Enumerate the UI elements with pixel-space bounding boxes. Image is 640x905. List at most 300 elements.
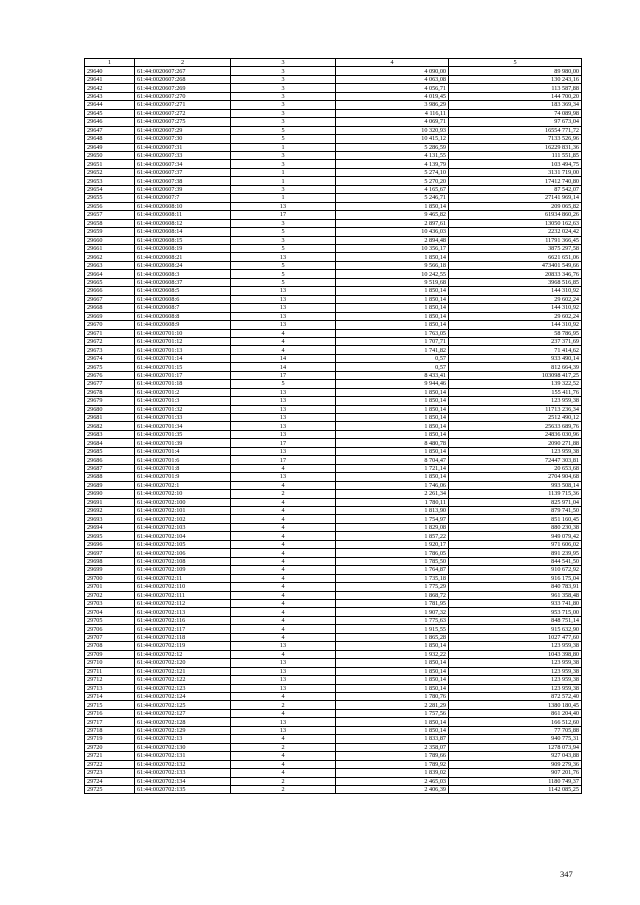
cadastral-value-cell: 130 243,16 [449,75,582,83]
row-number-cell: 29659 [85,228,135,236]
group-cell: 13 [231,447,336,455]
group-cell: 3 [231,75,336,83]
group-cell: 4 [231,532,336,540]
cadastral-number-cell: 61:44:0020702:119 [135,642,231,650]
group-cell: 4 [231,760,336,768]
table-row [85,75,582,83]
group-cell: 13 [231,414,336,422]
table-row [85,414,582,422]
cadastral-number-cell: 61:44:0020701:14 [135,354,231,362]
specific-value-cell: 4 056,71 [336,84,449,92]
cadastral-value-cell: 29 602,24 [449,295,582,303]
group-cell: 2 [231,701,336,709]
specific-value-cell: 1 850,14 [336,422,449,430]
cadastral-number-cell: 61:44:0020702:113 [135,608,231,616]
cadastral-number-cell: 61:44:0020702:103 [135,523,231,531]
row-number-cell: 29689 [85,481,135,489]
specific-value-cell: 10 320,93 [336,126,449,134]
specific-value-cell: 5 286,59 [336,143,449,151]
cadastral-value-cell: 25633 689,76 [449,422,582,430]
specific-value-cell: 4 019,45 [336,92,449,100]
group-cell: 4 [231,633,336,641]
cadastral-number-cell: 61:44:0020702:117 [135,625,231,633]
column-header-3: 3 [231,59,336,67]
table-row [85,337,582,345]
cadastral-value-cell: 74 089,98 [449,109,582,117]
column-header-5: 5 [449,59,582,67]
cadastral-number-cell: 61:44:0020702:106 [135,549,231,557]
cadastral-number-cell: 61:44:0020607:271 [135,101,231,109]
row-number-cell: 29683 [85,430,135,438]
group-cell: 3 [231,160,336,168]
group-cell: 4 [231,346,336,354]
cadastral-number-cell: 61:44:0020608:3 [135,270,231,278]
group-cell: 13 [231,718,336,726]
group-cell: 14 [231,363,336,371]
cadastral-number-cell: 61:44:0020702:120 [135,659,231,667]
table-row [85,625,582,633]
cadastral-number-cell: 61:44:0020702:109 [135,566,231,574]
table-row [85,718,582,726]
row-number-cell: 29707 [85,633,135,641]
cadastral-value-cell: 1180 749,37 [449,777,582,785]
specific-value-cell: 1 850,14 [336,718,449,726]
group-cell: 4 [231,329,336,337]
table-row [85,253,582,261]
table-row [85,608,582,616]
row-number-cell: 29720 [85,743,135,751]
cadastral-value-cell: 123 959,38 [449,684,582,692]
cadastral-value-cell: 910 672,92 [449,566,582,574]
cadastral-number-cell: 61:44:0020702:130 [135,743,231,751]
row-number-cell: 29654 [85,185,135,193]
specific-value-cell: 1 850,14 [336,388,449,396]
group-cell: 5 [231,135,336,143]
specific-value-cell: 0,57 [336,363,449,371]
cadastral-number-cell: 61:44:0020608:9 [135,321,231,329]
specific-value-cell: 1 850,14 [336,253,449,261]
cadastral-number-cell: 61:44:0020702:118 [135,633,231,641]
cadastral-value-cell: 1043 398,80 [449,650,582,658]
specific-value-cell: 1 707,71 [336,337,449,345]
table-row [85,515,582,523]
cadastral-value-cell: 949 079,42 [449,532,582,540]
table-row [85,363,582,371]
cadastral-value-cell: 1278 073,94 [449,743,582,751]
table-row [85,380,582,388]
cadastral-value-cell: 123 959,38 [449,397,582,405]
cadastral-number-cell: 61:44:0020701:13 [135,346,231,354]
cadastral-value-cell: 879 741,50 [449,507,582,515]
cadastral-value-cell: 87 542,07 [449,185,582,193]
row-number-cell: 29653 [85,177,135,185]
cadastral-value-cell: 111 551,85 [449,151,582,159]
cadastral-number-cell: 61:44:0020701:32 [135,405,231,413]
group-cell: 3 [231,219,336,227]
group-cell: 13 [231,659,336,667]
cadastral-number-cell: 61:44:0020607:38 [135,177,231,185]
cadastral-value-cell: 1027 477,60 [449,633,582,641]
table-row [85,202,582,210]
cadastral-value-cell: 473401 549,66 [449,261,582,269]
table-row [85,371,582,379]
cadastral-value-cell: 1142 085,25 [449,785,582,793]
cadastral-value-cell: 909 279,36 [449,760,582,768]
specific-value-cell: 1 850,14 [336,676,449,684]
cadastral-value-cell: 3968 516,85 [449,278,582,286]
cadastral-number-cell: 61:44:0020607:275 [135,118,231,126]
specific-value-cell: 1 789,92 [336,760,449,768]
cadastral-value-cell: 861 204,40 [449,709,582,717]
group-cell: 4 [231,625,336,633]
table-row [85,346,582,354]
row-number-cell: 29666 [85,287,135,295]
specific-value-cell: 1 780,76 [336,692,449,700]
cadastral-value-cell: 916 175,04 [449,574,582,582]
specific-value-cell: 1 775,29 [336,583,449,591]
group-cell: 13 [231,667,336,675]
table-row [85,667,582,675]
specific-value-cell: 4 069,71 [336,118,449,126]
cadastral-value-cell: 103 494,75 [449,160,582,168]
column-header-2: 2 [135,59,231,67]
table-row [85,743,582,751]
row-number-cell: 29718 [85,726,135,734]
group-cell: 3 [231,109,336,117]
group-cell: 13 [231,388,336,396]
cadastral-number-cell: 61:44:0020702:122 [135,676,231,684]
row-number-cell: 29642 [85,84,135,92]
group-cell: 3 [231,185,336,193]
group-cell: 5 [231,270,336,278]
group-cell: 13 [231,253,336,261]
cadastral-number-cell: 61:44:0020608:6 [135,295,231,303]
row-number-cell: 29690 [85,490,135,498]
group-cell: 13 [231,430,336,438]
table-row [85,422,582,430]
table-body [85,67,582,794]
table-row [85,447,582,455]
row-number-cell: 29657 [85,211,135,219]
group-cell: 4 [231,549,336,557]
group-cell: 1 [231,143,336,151]
row-number-cell: 29660 [85,236,135,244]
row-number-cell: 29647 [85,126,135,134]
cadastral-number-cell: 61:44:0020701:35 [135,430,231,438]
row-number-cell: 29705 [85,616,135,624]
table-row [85,126,582,134]
group-cell: 3 [231,236,336,244]
cadastral-number-cell: 61:44:0020702:108 [135,557,231,565]
group-cell: 1 [231,168,336,176]
cadastral-value-cell: 993 508,14 [449,481,582,489]
specific-value-cell: 1 850,14 [336,659,449,667]
row-number-cell: 29681 [85,414,135,422]
cadastral-value-cell: 1139 715,36 [449,490,582,498]
row-number-cell: 29698 [85,557,135,565]
specific-value-cell: 10 242,55 [336,270,449,278]
group-cell: 4 [231,498,336,506]
cadastral-number-cell: 61:44:0020701:33 [135,414,231,422]
cadastral-number-cell: 61:44:0020701:4 [135,447,231,455]
group-cell: 13 [231,312,336,320]
table-row [85,135,582,143]
cadastral-number-cell: 61:44:0020702:116 [135,616,231,624]
cadastral-value-cell: 940 775,31 [449,735,582,743]
table-row [85,532,582,540]
specific-value-cell: 1 735,18 [336,574,449,582]
table-row [85,194,582,202]
cadastral-value-cell: 144 700,20 [449,92,582,100]
table-row [85,574,582,582]
cadastral-number-cell: 61:44:0020702:105 [135,540,231,548]
row-number-cell: 29696 [85,540,135,548]
cadastral-number-cell: 61:44:0020608:5 [135,287,231,295]
cadastral-value-cell: 848 751,14 [449,616,582,624]
specific-value-cell: 5 270,20 [336,177,449,185]
specific-value-cell: 1 850,14 [336,397,449,405]
group-cell: 17 [231,371,336,379]
specific-value-cell: 1 786,05 [336,549,449,557]
cadastral-number-cell: 61:44:0020607:37 [135,168,231,176]
column-header-4: 4 [336,59,449,67]
cadastral-value-cell: 97 673,04 [449,118,582,126]
cadastral-value-cell: 2232 024,42 [449,228,582,236]
table-row [85,295,582,303]
cadastral-value-table [84,58,582,794]
table-row [85,692,582,700]
specific-value-cell: 1 865,28 [336,633,449,641]
cadastral-number-cell: 61:44:0020607:39 [135,185,231,193]
table-row [85,498,582,506]
row-number-cell: 29708 [85,642,135,650]
specific-value-cell: 1 920,17 [336,540,449,548]
table-row [85,270,582,278]
row-number-cell: 29706 [85,625,135,633]
specific-value-cell: 1 741,82 [336,346,449,354]
group-cell: 5 [231,261,336,269]
specific-value-cell: 1 850,14 [336,295,449,303]
group-cell: 3 [231,67,336,75]
table-row [85,109,582,117]
specific-value-cell: 1 857,22 [336,532,449,540]
table-row [85,211,582,219]
table-row [85,540,582,548]
table-row [85,236,582,244]
row-number-cell: 29675 [85,363,135,371]
table-row [85,168,582,176]
row-number-cell: 29650 [85,151,135,159]
cadastral-value-cell: 183 369,34 [449,101,582,109]
table-row [85,600,582,608]
cadastral-number-cell: 61:44:0020608:7 [135,304,231,312]
cadastral-value-cell: 971 606,02 [449,540,582,548]
row-number-cell: 29685 [85,447,135,455]
specific-value-cell: 1 754,97 [336,515,449,523]
group-cell: 4 [231,692,336,700]
group-cell: 4 [231,464,336,472]
table-row [85,287,582,295]
row-number-cell: 29721 [85,752,135,760]
specific-value-cell: 1 850,14 [336,473,449,481]
cadastral-number-cell: 61:44:0020702:134 [135,777,231,785]
row-number-cell: 29713 [85,684,135,692]
table-row [85,709,582,717]
group-cell: 13 [231,304,336,312]
cadastral-value-cell: 1380 180,45 [449,701,582,709]
table-row [85,566,582,574]
cadastral-value-cell: 16229 831,36 [449,143,582,151]
group-cell: 4 [231,540,336,548]
group-cell: 3 [231,151,336,159]
cadastral-number-cell: 61:44:0020702:102 [135,515,231,523]
cadastral-number-cell: 61:44:0020701:8 [135,464,231,472]
group-cell: 3 [231,118,336,126]
cadastral-value-cell: 166 512,60 [449,718,582,726]
cadastral-value-cell: 123 959,38 [449,659,582,667]
group-cell: 4 [231,769,336,777]
cadastral-number-cell: 61:44:0020702:129 [135,726,231,734]
group-cell: 4 [231,337,336,345]
cadastral-number-cell: 61:44:0020608:8 [135,312,231,320]
row-number-cell: 29704 [85,608,135,616]
cadastral-value-cell: 139 322,52 [449,380,582,388]
row-number-cell: 29686 [85,456,135,464]
cadastral-value-cell: 72447 303,81 [449,456,582,464]
cadastral-number-cell: 61:44:0020702:104 [135,532,231,540]
row-number-cell: 29702 [85,591,135,599]
group-cell: 4 [231,583,336,591]
cadastral-number-cell: 61:44:0020607:34 [135,160,231,168]
specific-value-cell: 2 894,48 [336,236,449,244]
cadastral-number-cell: 61:44:0020702:13 [135,735,231,743]
table-row [85,160,582,168]
column-header-1: 1 [85,59,135,67]
cadastral-number-cell: 61:44:0020608:15 [135,236,231,244]
group-cell: 13 [231,202,336,210]
row-number-cell: 29701 [85,583,135,591]
cadastral-value-cell: 7133 526,96 [449,135,582,143]
group-cell: 4 [231,650,336,658]
specific-value-cell: 1 781,95 [336,600,449,608]
specific-value-cell: 1 907,32 [336,608,449,616]
cadastral-number-cell: 61:44:0020702:111 [135,591,231,599]
row-number-cell: 29703 [85,600,135,608]
specific-value-cell: 1 785,50 [336,557,449,565]
row-number-cell: 29712 [85,676,135,684]
specific-value-cell: 1 850,14 [336,667,449,675]
cadastral-number-cell: 61:44:0020701:12 [135,337,231,345]
specific-value-cell: 4 090,00 [336,67,449,75]
cadastral-number-cell: 61:44:0020607:269 [135,84,231,92]
group-cell: 5 [231,126,336,134]
cadastral-value-cell: 89 980,00 [449,67,582,75]
row-number-cell: 29697 [85,549,135,557]
group-cell: 5 [231,228,336,236]
row-number-cell: 29651 [85,160,135,168]
specific-value-cell: 4 139,79 [336,160,449,168]
cadastral-value-cell: 933 490,14 [449,354,582,362]
cadastral-number-cell: 61:44:0020608:24 [135,261,231,269]
cadastral-value-cell: 20833 346,76 [449,270,582,278]
cadastral-number-cell: 61:44:0020702:110 [135,583,231,591]
table-row [85,591,582,599]
row-number-cell: 29656 [85,202,135,210]
specific-value-cell: 3 986,29 [336,101,449,109]
cadastral-number-cell: 61:44:0020702:128 [135,718,231,726]
cadastral-value-cell: 24836 030,96 [449,430,582,438]
row-number-cell: 29646 [85,118,135,126]
cadastral-number-cell: 61:44:0020607:33 [135,151,231,159]
cadastral-number-cell: 61:44:0020702:124 [135,692,231,700]
specific-value-cell: 9 566,18 [336,261,449,269]
table-row [85,405,582,413]
cadastral-number-cell: 61:44:0020701:3 [135,397,231,405]
specific-value-cell: 1 839,02 [336,769,449,777]
table-row [85,101,582,109]
cadastral-number-cell: 61:44:0020608:19 [135,244,231,252]
row-number-cell: 29671 [85,329,135,337]
cadastral-number-cell: 61:44:0020702:132 [135,760,231,768]
row-number-cell: 29699 [85,566,135,574]
row-number-cell: 29715 [85,701,135,709]
group-cell: 4 [231,735,336,743]
cadastral-number-cell: 61:44:0020702:100 [135,498,231,506]
specific-value-cell: 4 116,11 [336,109,449,117]
specific-value-cell: 4 063,08 [336,75,449,83]
specific-value-cell: 1 850,14 [336,726,449,734]
cadastral-number-cell: 61:44:0020701:17 [135,371,231,379]
cadastral-value-cell: 144 310,92 [449,287,582,295]
cadastral-value-cell: 16554 771,72 [449,126,582,134]
table-row [85,473,582,481]
table-row [85,481,582,489]
row-number-cell: 29668 [85,304,135,312]
row-number-cell: 29723 [85,769,135,777]
group-cell: 2 [231,490,336,498]
group-cell: 4 [231,523,336,531]
cadastral-number-cell: 61:44:0020701:10 [135,329,231,337]
row-number-cell: 29687 [85,464,135,472]
table-row [85,642,582,650]
table-row [85,177,582,185]
cadastral-value-cell: 961 358,48 [449,591,582,599]
table-row [85,701,582,709]
table-row [85,321,582,329]
cadastral-number-cell: 61:44:0020702:121 [135,667,231,675]
cadastral-value-cell: 3131 719,00 [449,168,582,176]
row-number-cell: 29676 [85,371,135,379]
cadastral-value-cell: 2090 271,88 [449,439,582,447]
row-number-cell: 29662 [85,253,135,261]
cadastral-number-cell: 61:44:0020701:9 [135,473,231,481]
cadastral-number-cell: 61:44:0020702:131 [135,752,231,760]
row-number-cell: 29648 [85,135,135,143]
group-cell: 17 [231,211,336,219]
group-cell: 13 [231,287,336,295]
cadastral-value-cell: 927 043,88 [449,752,582,760]
table-row [85,507,582,515]
row-number-cell: 29641 [85,75,135,83]
group-cell: 4 [231,616,336,624]
group-cell: 14 [231,354,336,362]
group-cell: 4 [231,481,336,489]
cadastral-value-cell: 2704 904,68 [449,473,582,481]
specific-value-cell: 1 850,14 [336,304,449,312]
group-cell: 13 [231,676,336,684]
specific-value-cell: 2 358,07 [336,743,449,751]
row-number-cell: 29672 [85,337,135,345]
